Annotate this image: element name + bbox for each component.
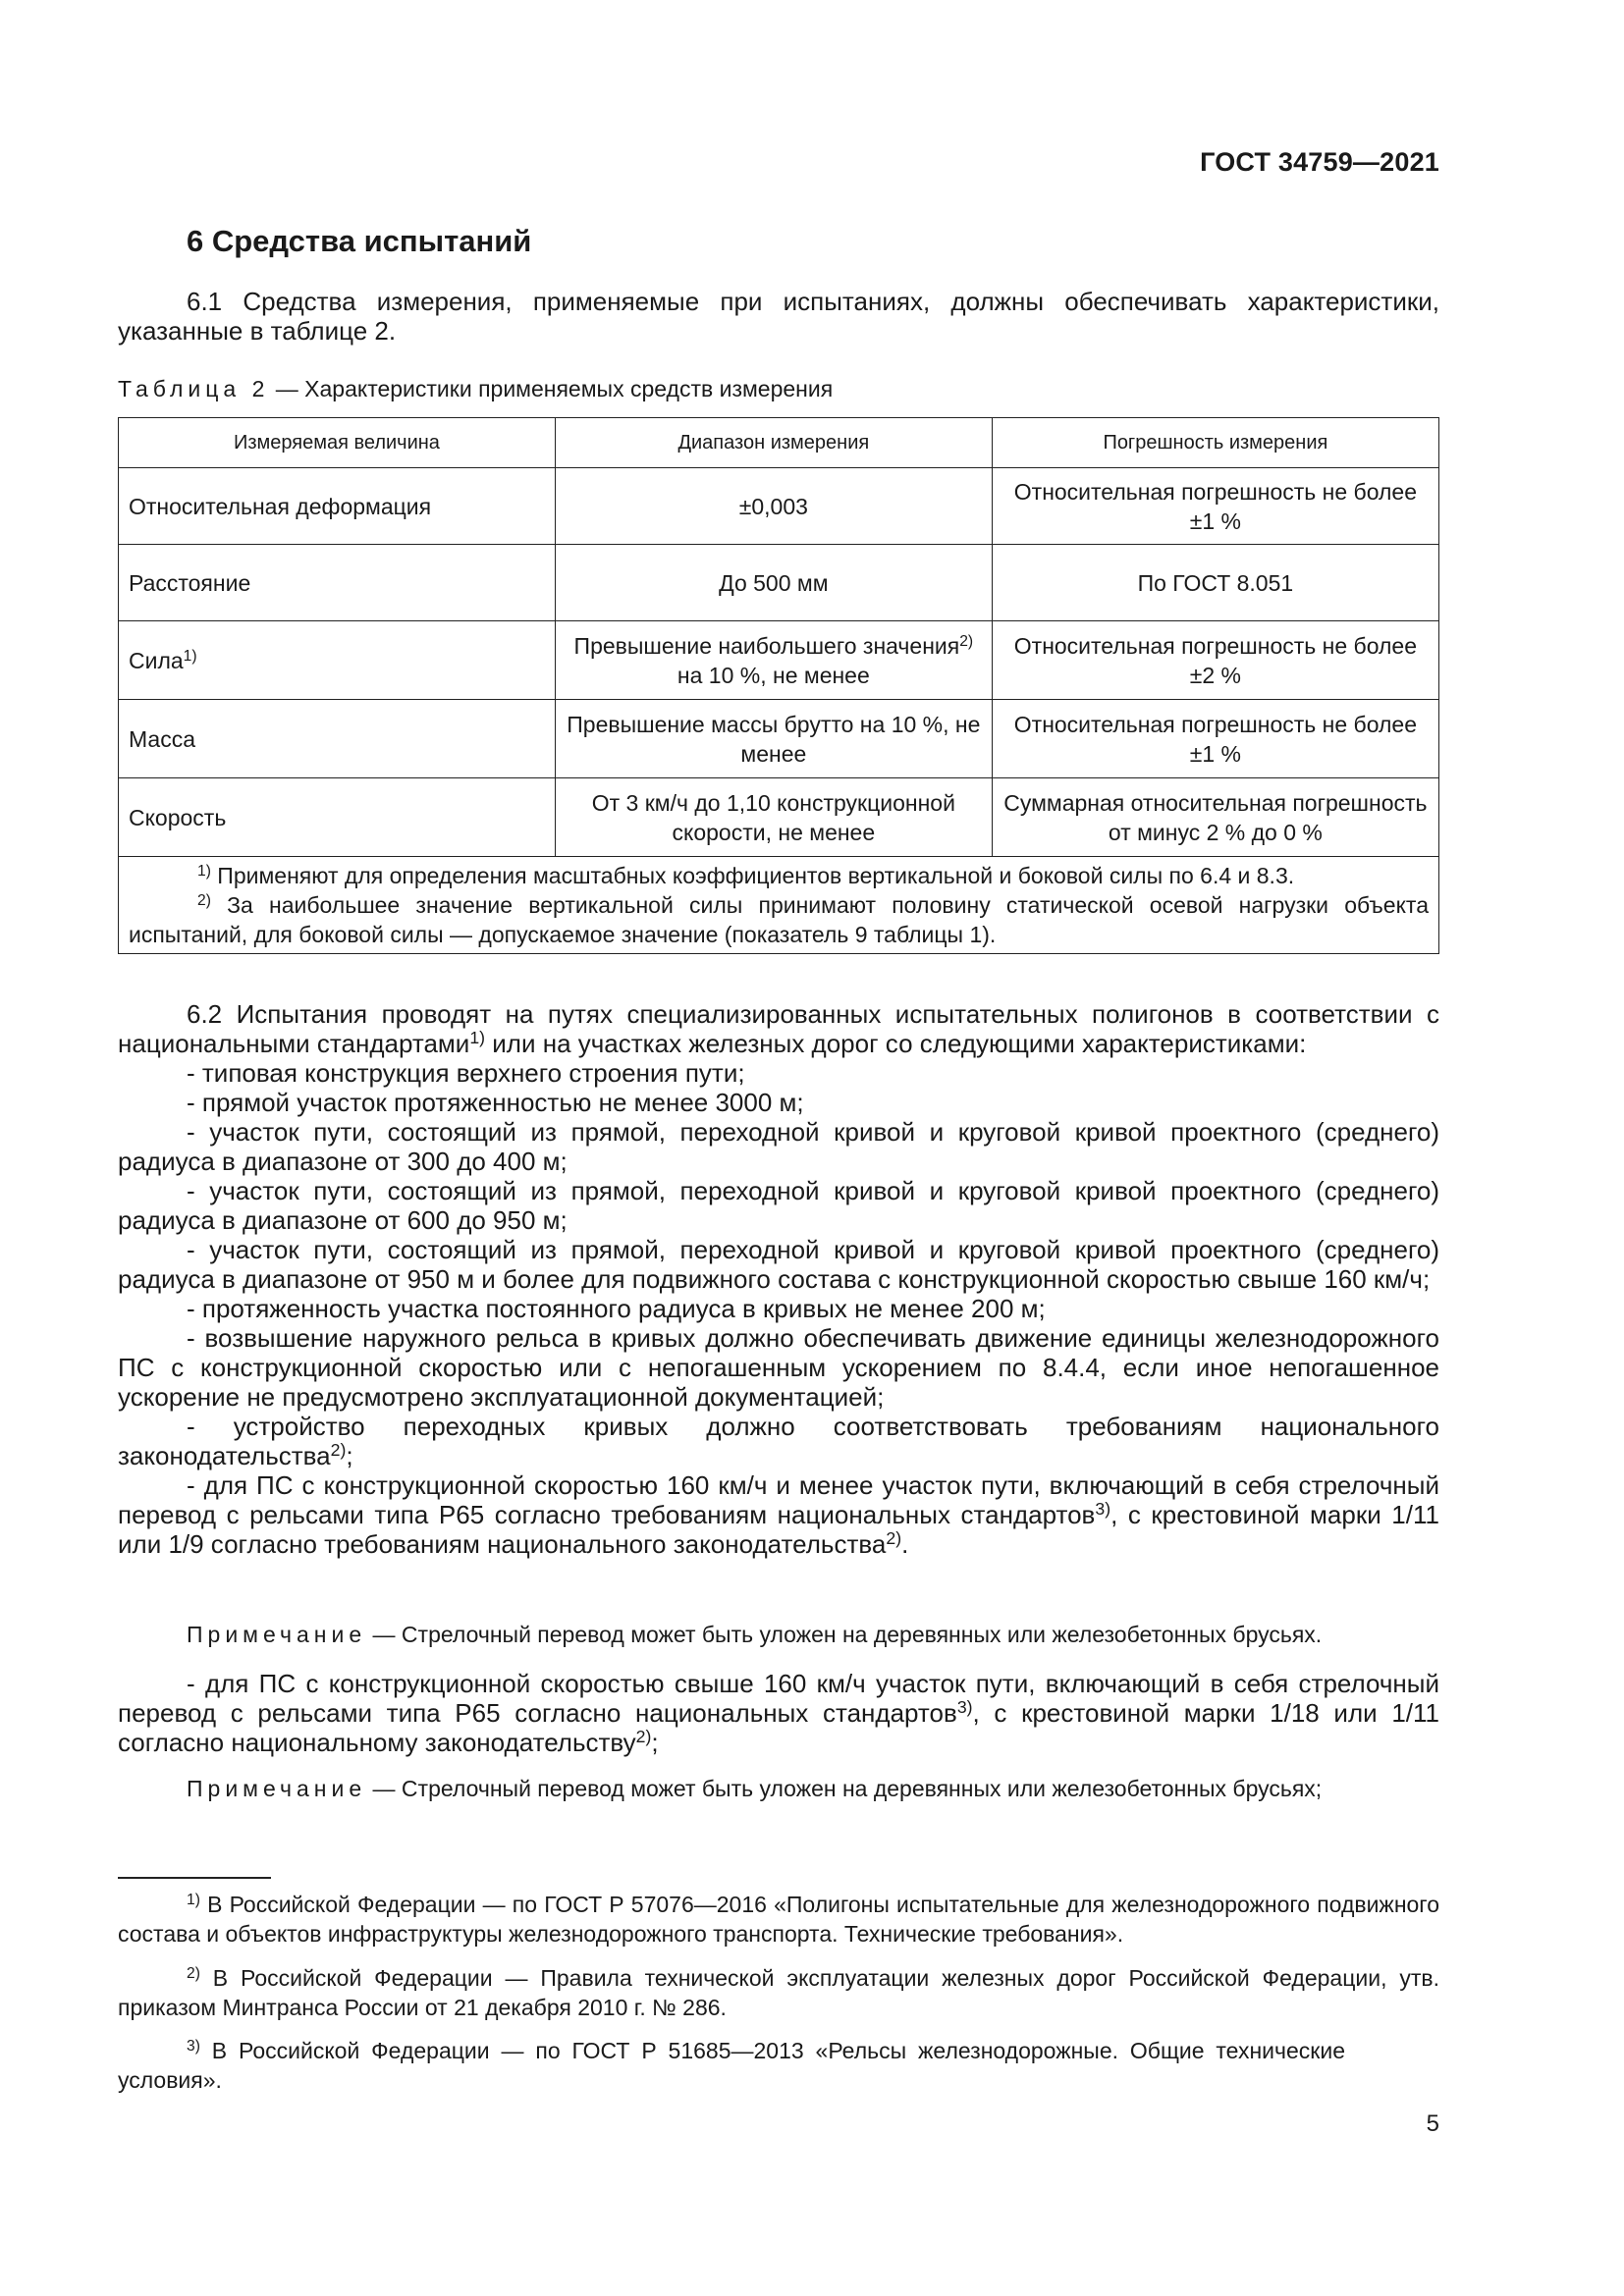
list-item: - прямой участок протяженностью не менее 3000 м; — [187, 1088, 804, 1117]
note-label: Примечание — [187, 1776, 367, 1801]
footnote-mark: 2) — [635, 1727, 652, 1747]
footnote-mark: 2) — [886, 1528, 902, 1549]
table-note-text: За наибольшее значение вертикальной силы принимают половину статической осевой нагрузки объекта испытаний, для боковой силы — допускаемое значение (показатель 9 таблицы 1). — [129, 892, 1429, 947]
measurement-table — [118, 417, 1439, 954]
table-note-text: Применяют для определения масштабных коэффициентов вертикальной и боковой силы по 6.4 и 8.3. — [210, 863, 1295, 888]
footnote-mark: 3) — [956, 1697, 973, 1718]
cell-text: Сила — [129, 647, 184, 673]
cell-text: От 3 км/ч до 1,10 конструкционной скорости, не менее — [591, 789, 955, 845]
footnote-mark: 2) — [197, 892, 211, 910]
table-cell — [555, 468, 992, 545]
cell-text: Превышение массы брутто на 10 %, не менее — [567, 711, 981, 767]
table-cell — [555, 621, 992, 700]
list-item — [118, 1669, 1439, 1757]
note — [118, 1620, 1439, 1649]
section-title: 6 Средства испытаний — [187, 224, 532, 258]
list-item — [118, 1412, 1439, 1470]
list-item: - участок пути, состоящий из прямой, переходной кривой и круговой кривой проектного (среднего) радиуса в диапазоне от 950 м и более для подвижного состава с конструкционной скоростью свыше 160 км/ч; — [118, 1235, 1439, 1294]
table-cell: Относительная погрешность не более ±1 % — [992, 468, 1438, 545]
table-header-cell: Погрешность измерения — [992, 418, 1438, 468]
table-row — [119, 621, 1439, 700]
text: ; — [346, 1441, 353, 1470]
table-notes-row — [119, 857, 1439, 954]
table-notes — [119, 857, 1439, 954]
table-cell: Относительная погрешность не более ±2 % — [992, 621, 1438, 700]
list-item: - возвышение наружного рельса в кривых должно обеспечивать движение единицы железнодорожного ПС с конструкционной скоростью или с непогашенным ускорением по 8.4.4, если иное непогашенное ускорение не предусмотрено эксплуатационной документацией; — [118, 1323, 1439, 1412]
list-item: - участок пути, состоящий из прямой, переходной кривой и круговой кривой проектного (среднего) радиуса в диапазоне от 300 до 400 м; — [118, 1117, 1439, 1176]
list-item — [118, 1470, 1439, 1559]
footnote-text: В Российской Федерации — по ГОСТ Р 57076—2016 «Полигоны испытательные для железнодорожного подвижного состава и объектов инфраструктуры железнодорожного транспорта. Технические требования». — [118, 1892, 1439, 1947]
cell-text: Относительная деформация — [129, 493, 432, 519]
table-row — [119, 700, 1439, 778]
list-item: - участок пути, состоящий из прямой, переходной кривой и круговой кривой проектного (среднего) радиуса в диапазоне от 600 до 950 м; — [118, 1176, 1439, 1235]
cell-text: на 10 %, не менее — [677, 662, 870, 688]
list-item: - типовая конструкция верхнего строения пути; — [187, 1058, 745, 1088]
table-caption — [118, 376, 833, 402]
footnote — [118, 1890, 1439, 1949]
table-cell — [119, 621, 556, 700]
footnote-mark: 1) — [197, 863, 211, 881]
paragraph-6-1: 6.1 Средства измерения, применяемые при испытаниях, должны обеспечивать характеристики, указанные в таблице 2. — [118, 287, 1439, 346]
table-note — [129, 861, 1429, 890]
table-cell — [555, 778, 992, 857]
table-cell — [555, 545, 992, 621]
footnote-mark: 2) — [187, 1965, 200, 1983]
cell-text: Масса — [129, 725, 196, 752]
footnote — [118, 1963, 1439, 2022]
text: , с крестовиной марки 1/11 или 1/9 согласно требованиям национального законодательства — [118, 1500, 1439, 1559]
footnote-mark: 1) — [469, 1028, 486, 1048]
table-caption-label: Таблица 2 — [118, 376, 270, 401]
table-row — [119, 545, 1439, 621]
text: ; — [651, 1728, 659, 1757]
table-cell — [119, 700, 556, 778]
text: - для ПС с конструкционной скоростью свыше 160 км/ч участок пути, включающий в себя стрелочный перевод с рельсами типа Р65 согласно национальных стандартов — [118, 1669, 1439, 1728]
table-caption-text: — Характеристики применяемых средств измерения — [269, 376, 834, 401]
footnote-mark: 3) — [187, 2038, 200, 2056]
cell-text: Расстояние — [129, 569, 251, 596]
table-header-cell: Измеряемая величина — [119, 418, 556, 468]
table-cell — [119, 778, 556, 857]
table-cell — [555, 700, 992, 778]
footnote-mark: 2) — [959, 632, 974, 650]
note-text: — Стрелочный перевод может быть уложен на деревянных или железобетонных брусьях. — [366, 1622, 1323, 1647]
cell-text: Превышение наибольшего значения — [573, 632, 960, 659]
table-cell: Относительная погрешность не более ±1 % — [992, 700, 1438, 778]
text: - для ПС с конструкционной скоростью 160 км/ч и менее участок пути, включающий в себя стрелочный перевод с рельсами типа Р65 согласно требованиям национальных стандартов — [118, 1470, 1439, 1529]
table-cell: Суммарная относительная погрешность от минус 2 % до 0 % — [992, 778, 1438, 857]
text: , с крестовиной марки 1/18 или 1/11 согласно национальному законодательству — [118, 1698, 1439, 1757]
footnote-mark: 1) — [187, 1892, 200, 1909]
page-number: 5 — [1426, 2110, 1439, 2137]
table-header-row — [119, 418, 1439, 468]
footnote-mark: 3) — [1095, 1499, 1111, 1520]
text: - устройство переходных кривых должно соответствовать требованиям национального законодательства — [118, 1412, 1439, 1470]
table-note — [129, 890, 1429, 949]
note — [118, 1774, 1439, 1803]
note-text: — Стрелочный перевод может быть уложен на деревянных или железобетонных брусьях; — [366, 1776, 1323, 1801]
text: или на участках железных дорог со следующими характеристиками: — [485, 1029, 1307, 1058]
cell-text: До 500 мм — [719, 569, 829, 596]
cell-text: Скорость — [129, 804, 227, 830]
paragraph-6-2-intro — [118, 999, 1439, 1058]
text: . — [901, 1529, 909, 1559]
table-header-cell: Диапазон измерения — [555, 418, 992, 468]
footnote-mark: 1) — [183, 647, 197, 665]
list-item: - протяженность участка постоянного радиуса в кривых не менее 200 м; — [187, 1294, 1046, 1323]
note-label: Примечание — [187, 1622, 367, 1647]
table-row — [119, 778, 1439, 857]
footnote-text: В Российской Федерации — по ГОСТ Р 51685—2013 «Рельсы железнодорожные. Общие технические условия». — [118, 2038, 1345, 2093]
footnote-divider — [118, 1877, 271, 1879]
text: 6.2 Испытания проводят на путях специализированных испытательных полигонов в соответствии с национальными стандартами — [118, 999, 1439, 1058]
footnote-text: В Российской Федерации — Правила технической эксплуатации железных дорог Российской Федерации, утв. приказом Минтранса России от 21 декабря 2010 г. № 286. — [118, 1965, 1439, 2020]
table-cell — [119, 545, 556, 621]
table-cell: По ГОСТ 8.051 — [992, 545, 1438, 621]
footnote — [118, 2036, 1345, 2095]
table-row — [119, 468, 1439, 545]
paragraph-6-2 — [118, 999, 1439, 1559]
table-cell — [119, 468, 556, 545]
document-code: ГОСТ 34759—2021 — [1200, 147, 1439, 177]
cell-text: ±0,003 — [738, 493, 808, 519]
footnote-mark: 2) — [330, 1440, 347, 1461]
